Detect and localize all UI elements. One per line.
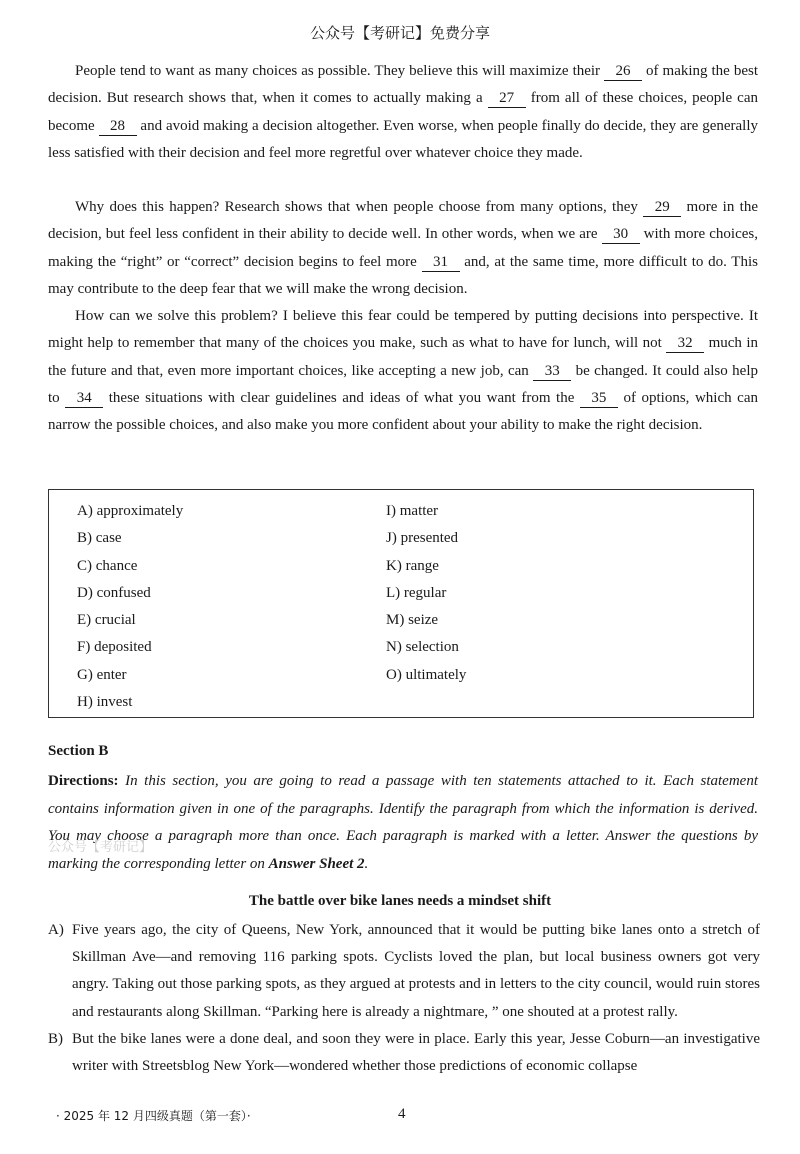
paragraph-letter: B) bbox=[48, 1031, 63, 1047]
article-paragraph-a bbox=[48, 917, 760, 1026]
section-b-title: Section B bbox=[48, 743, 109, 759]
word-bank-option: J) presented bbox=[386, 530, 459, 547]
word-bank-option: I) matter bbox=[386, 503, 439, 519]
word-bank-right-column bbox=[386, 498, 466, 689]
blank-27: 27 bbox=[488, 90, 526, 108]
blank-29: 29 bbox=[643, 199, 681, 217]
word-bank-option: H) invest bbox=[77, 694, 133, 711]
paragraph-letter: A) bbox=[48, 922, 64, 938]
blank-33: 33 bbox=[533, 363, 571, 381]
blank-26: 26 bbox=[604, 63, 642, 81]
word-bank-option: K) range bbox=[386, 557, 439, 574]
section-b-directions bbox=[48, 768, 758, 878]
word-bank-option: B) case bbox=[77, 530, 122, 547]
blank-32: 32 bbox=[666, 335, 704, 353]
article-paragraph-b bbox=[48, 1026, 760, 1080]
directions-answer-sheet: Answer Sheet 2 bbox=[268, 855, 365, 872]
page-header: 公众号【考研记】免费分享 bbox=[309, 24, 490, 42]
word-bank-option: G) enter bbox=[77, 666, 127, 683]
word-bank-left-column bbox=[77, 498, 183, 716]
word-bank-option: O) ultimately bbox=[386, 666, 467, 683]
footer-exam-label: · 2025 年 12 月四级真题（第一套）· bbox=[56, 1109, 251, 1123]
word-bank-option: F) deposited bbox=[77, 639, 152, 656]
word-bank-option: E) crucial bbox=[77, 612, 136, 629]
word-bank-option: D) confused bbox=[77, 584, 151, 601]
blank-28: 28 bbox=[99, 118, 137, 136]
passage-paragraph-2: Why does this happen? Research shows that when people choose from many options, they 29 more in the decision, but feel less confident in their ability to decide well. In other words, when we are 30 with more choices, making the “right” or “correct” decision begins to feel more 31 and, at the same time, more difficult to do. This may contribute to the deep fear that we will make the wrong decision. bbox=[48, 199, 758, 297]
watermark: 公众号【考研记】 bbox=[48, 840, 153, 855]
directions-text: In this section, you are going to read a passage with ten statements attached to it. Each statement contains information given in one of the paragraphs. Identify the paragraph from which the information is derived. You may choose a paragraph more than once. Each paragraph is marked with a letter. Answer the questions by marking the corresponding letter on bbox=[48, 773, 758, 872]
passage-paragraph-1: People tend to want as many choices as possible. They believe this will maximize their 26 of making the best decision. But research shows that, when it comes to actually making a 27 from all of these choices, people can become 28 and avoid making a decision altogether. Even worse, when people finally do decide, they are generally less satisfied with their decision and feel more regretful over whatever choice they made. bbox=[48, 63, 758, 161]
directions-label: Directions: bbox=[48, 773, 119, 789]
blank-35: 35 bbox=[580, 390, 618, 408]
word-bank-option: L) regular bbox=[386, 584, 447, 601]
word-bank-box bbox=[48, 489, 754, 718]
article-title: The battle over bike lanes needs a mindset shift bbox=[248, 893, 552, 909]
word-bank-option: N) selection bbox=[386, 639, 459, 656]
passage-paragraph-3: How can we solve this problem? I believe this fear could be tempered by putting decisions into perspective. It might help to remember that many of the choices you make, such as what to have for lunch, will not 32 much in the future and that, even more important choices, like accepting a new job, can 33 be changed. It could also help to 34 these situations with clear guidelines and ideas of what you want from the 35 of options, which can narrow the possible choices, and also make you more confident about your ability to make the right decision. bbox=[48, 308, 758, 434]
directions-end: . bbox=[364, 855, 369, 872]
page-number: 4 bbox=[398, 1106, 406, 1122]
blank-34: 34 bbox=[65, 390, 103, 408]
paragraph-text: But the bike lanes were a done deal, and soon they were in place. Early this year, Jesse Coburn—an investigative writer with Streetsblog New York—wondered whether those predictions of economic collapse bbox=[72, 1031, 760, 1075]
paragraph-text: Five years ago, the city of Queens, New York, announced that it would be putting bike lanes onto a stretch of Skillman Ave—and removing 116 parking spots. Cyclists loved the plan, but local business owners got very angry. Taking out those parking spots, as they argued at protests and in letters to the city council, would ruin stores and restaurants along Skillman. “Parking here is already a nightmare, ” one shouted at a protest rally. bbox=[72, 922, 760, 1020]
word-bank-option: M) seize bbox=[386, 612, 439, 629]
word-bank-option: A) approximately bbox=[77, 503, 184, 519]
blank-30: 30 bbox=[602, 226, 640, 244]
word-bank-option: C) chance bbox=[77, 557, 138, 574]
blank-31: 31 bbox=[422, 254, 460, 272]
